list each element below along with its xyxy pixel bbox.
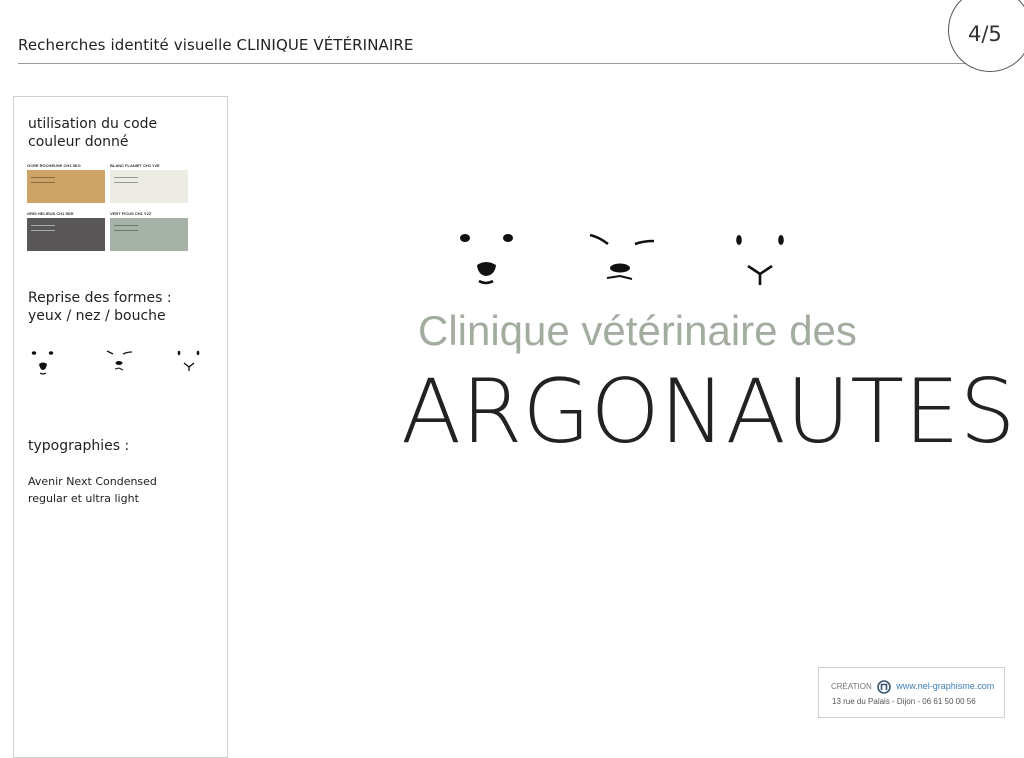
swatch-vert-color <box>110 218 188 251</box>
nel-logo-icon <box>877 680 891 694</box>
swatch-vert-name: VERT FICUS CH1 Y2Z <box>110 211 152 216</box>
fox-face-icon <box>178 351 200 371</box>
credits-address: 13 rue du Palais - Dijon - 06 61 50 00 56 <box>832 697 976 706</box>
credits-row <box>831 680 994 694</box>
credits-box <box>818 667 1005 718</box>
swatch-blanc-color <box>110 170 188 203</box>
sidebar-panel <box>13 96 228 758</box>
color-section-title: utilisation du code couleur donné <box>28 116 158 150</box>
swatch-ocre-color <box>27 170 105 203</box>
credits-label: CRÉATION <box>831 682 872 692</box>
swatch-gris-name: GRIS HELIEUS CH1 5DR <box>27 211 74 216</box>
logo-title: ARGONAUTES <box>401 360 1016 463</box>
page-indicator: 4/5 <box>968 22 1002 46</box>
cat-face-icon <box>590 235 654 279</box>
typography-section-title: typographies : <box>28 438 130 454</box>
page-title: Recherches identité visuelle CLINIQUE VÉTÉRINAIRE <box>18 36 414 54</box>
fox-face-icon <box>736 235 784 285</box>
shapes-section-title: Reprise des formes : yeux / nez / bouche <box>28 290 172 324</box>
typography-description <box>28 473 157 507</box>
typography-font-weights: regular et ultra light <box>28 492 139 505</box>
credits-url-link[interactable]: www.nel-graphisme.com <box>896 681 995 692</box>
swatch-blanc <box>110 163 188 203</box>
logo-subtitle: Clinique vétérinaire des <box>418 307 857 354</box>
header-divider <box>18 63 978 64</box>
swatch-ocre <box>27 163 105 203</box>
logo-faces-row <box>455 230 795 290</box>
swatch-gris-color <box>27 218 105 251</box>
bear-face-icon <box>32 351 53 374</box>
swatch-ocre-name: OCRE ROCHEUSE CH1 5KG <box>27 163 81 168</box>
swatch-vert <box>110 211 188 251</box>
swatch-gris <box>27 211 105 251</box>
shape-icons-row <box>30 349 200 379</box>
cat-face-icon <box>107 351 132 370</box>
typography-font-name: Avenir Next Condensed <box>28 475 157 488</box>
bear-face-icon <box>460 234 513 283</box>
swatch-blanc-name: BLANC FLANIET CH1 Y2E <box>110 163 160 168</box>
